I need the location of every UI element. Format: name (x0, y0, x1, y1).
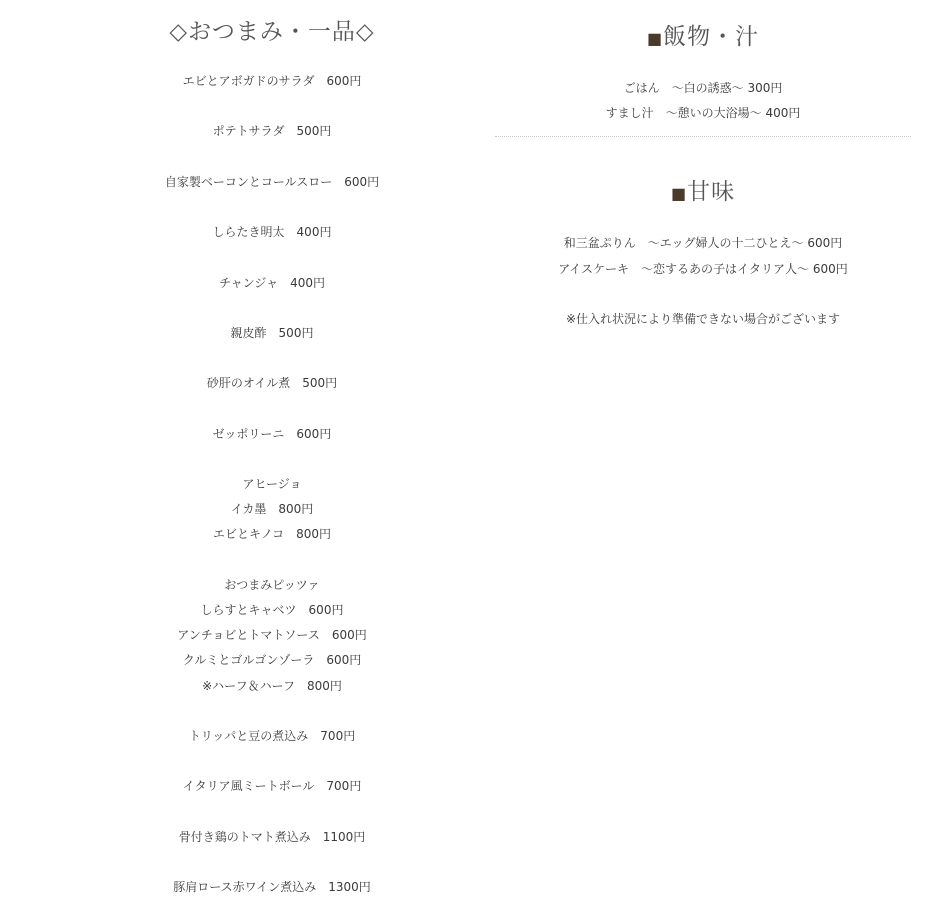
menu-item: チャンジャ 400円 (218, 275, 325, 290)
spacer (22, 94, 522, 119)
menu-item: すまし汁 ～憩いの大浴場～ 400円 (605, 106, 801, 121)
rice-soup-heading-text: 飯物・汁 (663, 24, 760, 50)
square-bullet-icon: ■ (646, 29, 664, 48)
menu-item: ゼッポリーニ 600円 (212, 426, 332, 441)
menu-item: 親皮酢 500円 (230, 325, 314, 340)
menu-item: ※ハーフ＆ハーフ 800円 (202, 678, 342, 693)
spacer (22, 447, 522, 472)
sweets-heading (495, 177, 911, 209)
spacer (22, 296, 522, 321)
menu-item: トリッパと豆の煮込み 700円 (188, 728, 356, 743)
spacer (22, 245, 522, 270)
menu-item: おつまみピッツァ (224, 577, 320, 592)
spacer (22, 699, 522, 724)
menu-item: イカ墨 800円 (230, 502, 314, 517)
sweets-heading-text: 甘味 (687, 179, 736, 206)
spacer (22, 145, 522, 170)
menu-item: クルミとゴルゴンゾーラ 600円 (182, 653, 362, 668)
otsumami-column (22, 0, 522, 900)
spacer (22, 195, 522, 220)
otsumami-heading: ◇おつまみ・一品◇ (169, 19, 375, 45)
spacer (22, 799, 522, 824)
menu-item: 豚肩ロース赤ワイン煮込み 1300円 (173, 880, 371, 894)
menu-item: ※仕入れ状況により準備できない場合がございます (565, 311, 841, 326)
otsumami-list (22, 69, 522, 900)
menu-item: 自家製ベーコンとコールスロー 600円 (164, 174, 380, 189)
menu-item: ごはん ～白の誘惑～ 300円 (623, 81, 783, 95)
menu-item: アヒージョ (242, 477, 302, 491)
menu-item: 和三盆ぷりん ～エッグ婦人の十二ひとえ～ 600円 (563, 236, 843, 251)
section-divider (495, 136, 911, 137)
menu-item: 骨付き鶏のトマト煮込み 1100円 (178, 829, 366, 844)
spacer (22, 850, 522, 875)
menu-item: イタリア風ミートボール 700円 (182, 779, 362, 794)
rice-soup-list (495, 76, 911, 126)
menu-item: しらたき明太 400円 (212, 225, 332, 240)
menu-item: しらすとキャベツ 600円 (200, 602, 344, 617)
sweets-list (495, 231, 911, 332)
spacer (495, 282, 911, 307)
menu-item: エビとアボガドのサラダ 600円 (182, 74, 362, 88)
menu-item: エビとキノコ 800円 (212, 527, 332, 542)
spacer (22, 346, 522, 371)
spacer (22, 548, 522, 573)
right-column (495, 0, 911, 332)
spacer (22, 396, 522, 421)
menu-item: アンチョビとトマトソース 600円 (177, 628, 367, 643)
rice-soup-heading (495, 22, 911, 54)
square-bullet-icon: ■ (670, 184, 688, 204)
menu-item: アイスケーキ ～恋するあの子はイタリア人～ 600円 (558, 261, 848, 276)
menu-item: ポテトサラダ 500円 (212, 124, 332, 139)
menu-item: 砂肝のオイル煮 500円 (206, 376, 338, 391)
spacer (22, 749, 522, 774)
